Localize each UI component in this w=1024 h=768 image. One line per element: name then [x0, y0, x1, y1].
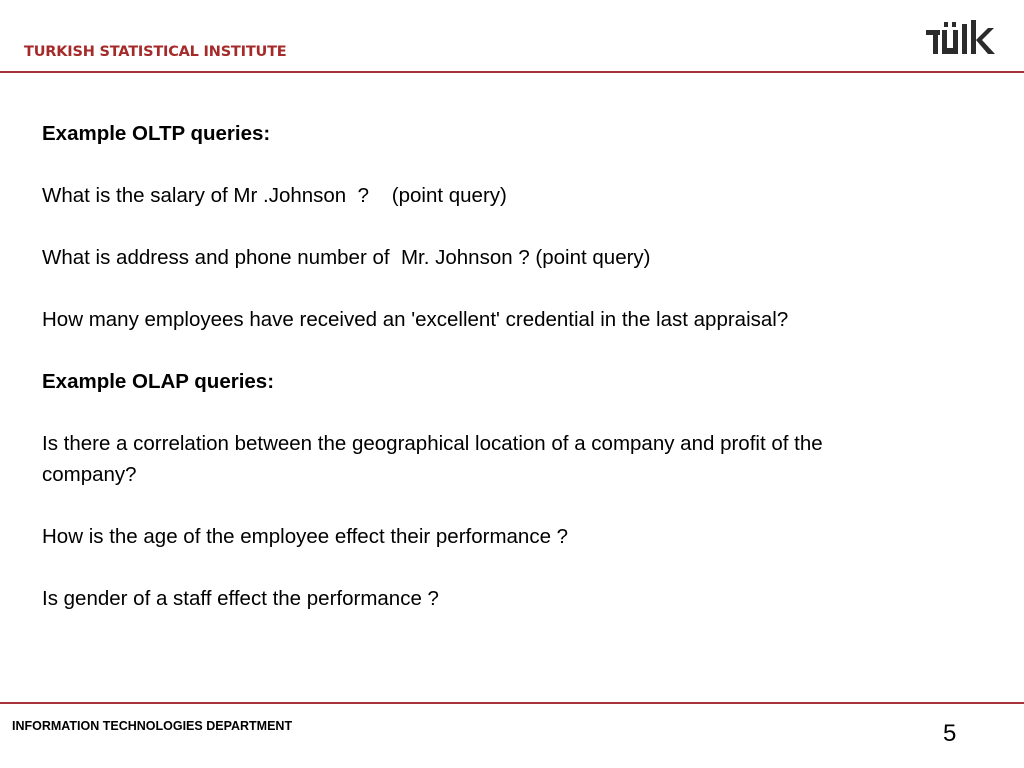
tuik-logo	[926, 16, 998, 56]
organization-title: TURKISH STATISTICAL INSTITUTE	[24, 44, 287, 60]
oltp-query-3: How many employees have received an 'excellent' credential in the last appraisal?	[42, 308, 789, 331]
page-number: 5	[943, 720, 957, 747]
olap-query-2: How is the age of the employee effect their performance ?	[42, 525, 569, 548]
oltp-query-1: What is the salary of Mr .Johnson ? (point query)	[42, 184, 507, 207]
slide-content	[42, 118, 872, 645]
olap-heading: Example OLAP queries:	[42, 370, 275, 393]
olap-query-1: Is there a correlation between the geographical location of a company and profit of the company?	[42, 432, 829, 486]
olap-query-3: Is gender of a staff effect the performance ?	[42, 587, 439, 610]
department-label: INFORMATION TECHNOLOGIES DEPARTMENT	[12, 719, 293, 733]
footer-rule	[0, 702, 1024, 704]
oltp-heading: Example OLTP queries:	[42, 122, 271, 145]
oltp-query-2: What is address and phone number of Mr. Johnson ? (point query)	[42, 246, 651, 269]
header-rule	[0, 71, 1024, 73]
